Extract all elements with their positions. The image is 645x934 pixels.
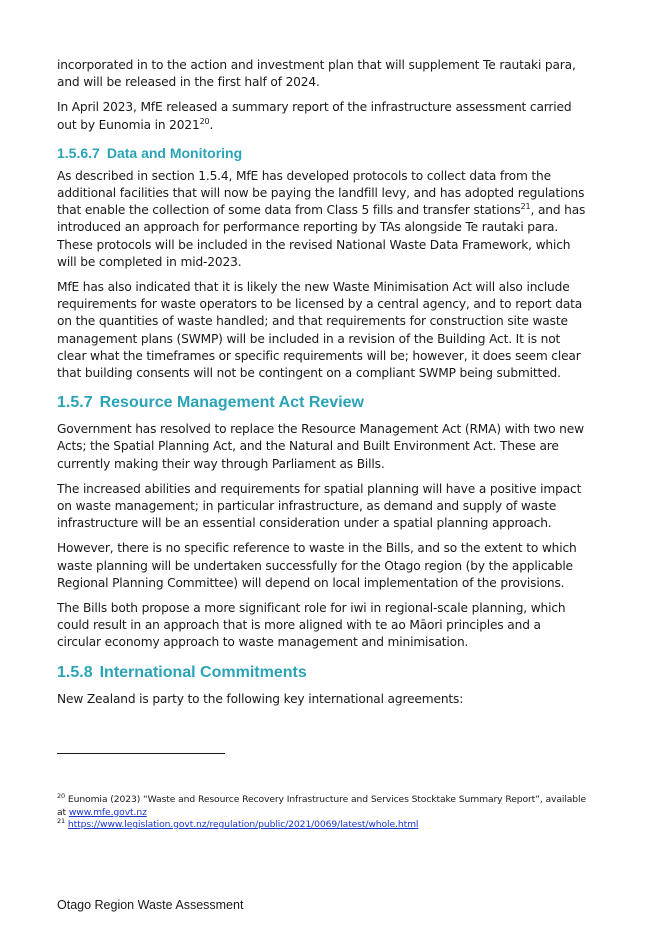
footnote-number: 21 <box>57 816 66 825</box>
paragraph-text: As described in section 1.5.4, MfE has developed protocols to collect data from the additional facilities that will now be paying the landfill levy, and has adopted regulations that enable the collection of some data from Class 5 fills and transfer stations <box>57 168 585 218</box>
heading-1-5-8 <box>57 663 587 683</box>
paragraph-rma-4: The Bills both propose a more significant role for iwi in regional-scale planning, which could result in an approach that is more aligned with te ao Māori principles and a circular economy approach to waste management and minimisation. <box>57 601 566 650</box>
heading-number: 1.5.8 <box>57 663 93 681</box>
heading-title: Resource Management Act Review <box>99 394 364 412</box>
paragraph-intro: incorporated in to the action and investment plan that will supplement Te rautaki para, and will be released in the first half of 2024. <box>57 58 576 90</box>
footnote-ref-21[interactable]: 21 <box>520 202 531 212</box>
paragraph-rma-2: The increased abilities and requirements for spatial planning will have a positive impact on waste management; in particular infrastructure, as demand and supply of waste infrastructure will be an essential consideration under a spatial planning approach. <box>57 481 582 531</box>
legislation-link[interactable]: https://www.legislation.govt.nz/regulation/public/2021/0069/latest/whole.html <box>67 819 419 830</box>
paragraph-international: New Zealand is party to the following key international agreements: <box>57 691 464 706</box>
page-footer: Otago Region Waste Assessment <box>57 898 244 912</box>
heading-1-5-6-7 <box>57 144 587 162</box>
heading-title: Data and Monitoring <box>106 144 243 161</box>
paragraph-rma-1: Government has resolved to replace the Resource Management Act (RMA) with two new Acts; the Spatial Planning Act, and the Natural and Built Environment Act. These are currently making their way through Parliament as Bills. <box>57 422 584 471</box>
heading-1-5-7 <box>57 393 587 413</box>
heading-title: International Commitments <box>99 663 307 681</box>
footnote-21 <box>57 816 597 832</box>
paragraph-data-monitoring-2: MfE has also indicated that it is likely the new Waste Minimisation Act will also include requirements for waste operators to be licensed by a central agency, and to report data on the quantities of waste handled; and that requirements for construction site waste management plans (SWMP) will be included in a revision of the Building Act. It is not clear what the timeframes or specific requirements will be; however, it does seem clear that building consents will not be contingent on a compliant SWMP being submitted. <box>57 280 583 381</box>
body-content <box>57 57 587 716</box>
paragraph-april-end: . <box>209 117 214 132</box>
footnotes <box>57 791 597 832</box>
footnote-number: 20 <box>57 791 66 800</box>
heading-number: 1.5.6.7 <box>57 144 100 161</box>
footnote-text: Eunomia (2023) “Waste and Resource Recovery Infrastructure and Services Stocktake Summary Report”, available at <box>57 794 587 818</box>
paragraph-text: , and has introduced an approach for performance reporting by TAs alongside Te rautaki para. These protocols will be included in the revised National Waste Data Framework, which will be completed in mid-2023. <box>57 203 586 269</box>
heading-number: 1.5.7 <box>57 394 93 412</box>
footnote-20 <box>57 791 597 819</box>
mfe-link[interactable]: www.mfe.govt.nz <box>68 806 147 818</box>
footnote-ref-20[interactable]: 20 <box>199 116 210 126</box>
paragraph-data-monitoring-1 <box>57 168 587 271</box>
paragraph-april-2023 <box>57 99 587 133</box>
footnote-separator <box>57 753 225 754</box>
paragraph-april-text: In April 2023, MfE released a summary report of the infrastructure assessment carried out by Eunomia in 2021 <box>57 100 572 132</box>
paragraph-rma-3: However, there is no specific reference to waste in the Bills, and so the extent to which waste planning will be undertaken successfully for the Otago region (by the applicable Regional Planning Committee) will depend on local implementation of the provisions. <box>57 541 577 590</box>
